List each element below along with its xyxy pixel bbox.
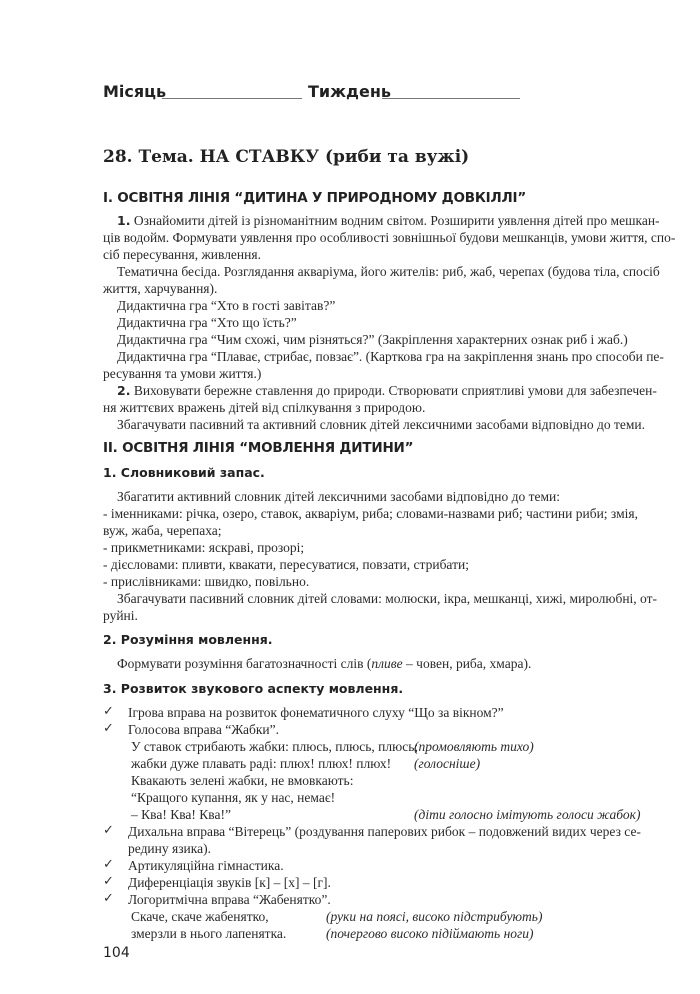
sub-1-heading: 1. Словниковий запас. — [103, 465, 265, 480]
verse-line-2: жабки дуже плавать раді: плюх! плюх! плюх! — [131, 756, 392, 771]
s2-3-item-3-line1: Дихальна вправа “Вітерець” (роздування паперових рибок – подовжений видих через се- — [128, 824, 641, 839]
s1-game-4-line2: ресування та умови життя.) — [103, 366, 262, 381]
topic-title: 28. Тема. НА СТАВКУ (риби та вужі) — [103, 147, 470, 167]
verse-note-1: (промовляють тихо) — [414, 739, 534, 754]
s1-p3-number: 2. — [117, 383, 131, 398]
check-icon: ✓ — [103, 874, 114, 889]
s2-1-line8: руйні. — [103, 608, 138, 623]
s2-1-line1: Збагатити активний словник дітей лексичними засобами відповідно до теми: — [117, 489, 561, 504]
month-label: Місяць — [103, 82, 167, 101]
section-2-heading: ІІ. ОСВІТНЯ ЛІНІЯ “МОВЛЕННЯ ДИТИНИ” — [103, 440, 414, 456]
s1-p1-line1: 1. Ознайомити дітей із різноманітним водним світом. Розширити уявлення дітей про мешкан- — [117, 213, 660, 228]
month-blank-line — [162, 98, 302, 99]
s2-3-item-2: Голосова вправа “Жабки”. — [128, 722, 279, 737]
s1-p4: Збагачувати пасивний та активний словник дітей лексичними засобами відповідно до теми. — [117, 417, 646, 432]
rhyme-note-1: (руки на поясі, високо підстрибують) — [326, 909, 543, 924]
verse-note-2: (голосніше) — [414, 756, 481, 771]
check-icon: ✓ — [103, 857, 114, 872]
s2-3-item-6: Логоритмічна вправа “Жабенятко”. — [128, 892, 331, 907]
rhyme-line-1: Скаче, скаче жабенятко, — [131, 909, 269, 924]
s2-1-line7: Збагачувати пасивний словник дітей словами: молюски, ікра, мешканці, хижі, миролюбні, от- — [117, 591, 658, 606]
verse-line-3: Квакають зелені жабки, не вмовкають: — [131, 773, 354, 788]
s1-game-1: Дидактична гра “Хто в гості завітав?” — [117, 298, 336, 313]
s2-1-line2: - іменниками: річка, озеро, ставок, акваріум, риба; словами-назвами риб; частини риби; змія, — [103, 506, 638, 521]
verse-line-5: – Ква! Ква! Ква!” — [131, 807, 231, 822]
sub-3-heading: 3. Розвиток звукового аспекту мовлення. — [103, 681, 404, 696]
s1-p1-line3: сіб пересування, живлення. — [103, 247, 261, 262]
verse-note-5: (діти голосно імітують голоси жабок) — [414, 807, 641, 822]
rhyme-note-2: (почергово високо підіймають ноги) — [326, 926, 534, 941]
check-icon: ✓ — [103, 823, 114, 838]
s1-game-4-line1: Дидактична гра “Плаває, стрибає, повзає”. (Карткова гра на закріплення знань про способи пе- — [117, 349, 664, 364]
s2-3-item-4: Артикуляційна гімнастика. — [128, 858, 284, 873]
s1-p1-number: 1. — [117, 213, 131, 228]
s1-p1-line2: ців водойм. Формувати уявлення про особливості зовнішньої будови мешканців, умови життя, спо- — [103, 230, 676, 245]
s2-1-line6: - прислівниками: швидко, повільно. — [103, 574, 310, 589]
sub-2-heading: 2. Розуміння мовлення. — [103, 632, 273, 647]
s1-p3-line2: ня життєвих вражень дітей від спілкування з природою. — [103, 400, 426, 415]
s1-p2-line2: життя, харчування). — [103, 281, 218, 296]
s1-game-3: Дидактична гра “Чим схожі, чим різняться?” (Закріплення характерних ознак риб і жаб.) — [117, 332, 628, 347]
week-blank-line — [382, 98, 520, 99]
s2-3-item-5: Диференціація звуків [к] – [х] – [г]. — [128, 875, 331, 890]
s2-2-italic-word: пливе — [371, 656, 403, 671]
check-icon: ✓ — [103, 704, 114, 719]
s1-p2-line1: Тематична бесіда. Розглядання акваріума, його жителів: риб, жаб, черепах (будова тіла, спосіб — [117, 264, 660, 279]
section-1-heading: І. ОСВІТНЯ ЛІНІЯ “ДИТИНА У ПРИРОДНОМУ ДОВКІЛЛІ” — [103, 190, 527, 206]
s1-game-2: Дидактична гра “Хто що їсть?” — [117, 315, 297, 330]
s2-3-item-1: Ігрова вправа на розвиток фонематичного слуху “Що за вікном?” — [128, 705, 504, 720]
page-number: 104 — [103, 945, 130, 961]
s2-1-line5: - дієсловами: пливти, квакати, пересуватися, повзати, стрибати; — [103, 557, 469, 572]
check-icon: ✓ — [103, 721, 114, 736]
s2-2-text: Формувати розуміння багатозначності слів (пливе – човен, риба, хмара). — [117, 656, 532, 671]
check-icon: ✓ — [103, 891, 114, 906]
week-label: Тиждень — [308, 82, 391, 101]
verse-line-1: У ставок стрибають жабки: плюсь, плюсь, плюсь; — [131, 739, 419, 754]
s2-1-line4: - прикметниками: яскраві, прозорі; — [103, 540, 305, 555]
verse-line-4: “Кращого купання, як у нас, немає! — [131, 790, 336, 805]
s1-p3-line1: 2. Виховувати бережне ставлення до природи. Створювати сприятливі умови для забезпечен- — [117, 383, 657, 398]
s2-3-item-3-line2: редину язика). — [128, 841, 211, 856]
s2-1-line3: вуж, жаба, черепаха; — [103, 523, 222, 538]
rhyme-line-2: змерзли в нього лапенятка. — [131, 926, 287, 941]
